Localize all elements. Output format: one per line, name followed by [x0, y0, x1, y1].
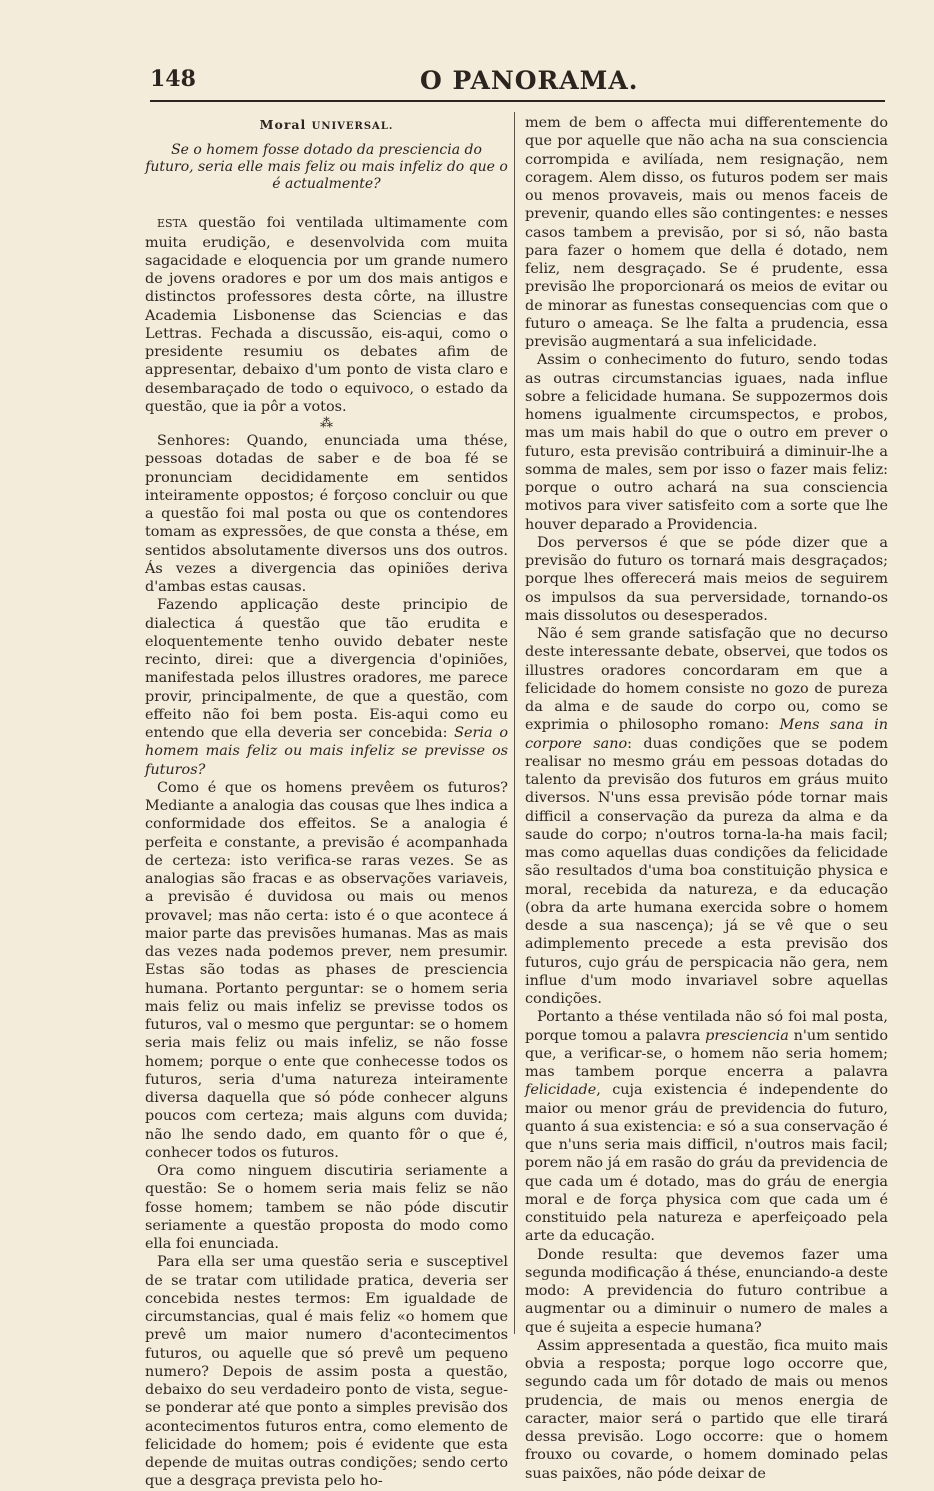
column-divider	[514, 112, 515, 1334]
paragraph-text: : duas condições que se podem realisar no mesmo gráu em pessoas dotadas do talento da previsão dos futuros em gráus muito diversos. N'uns essa previsão póde tornar mais difficil a conservação da pureza da alma e da saude do corpo; n'outros torna-la-ha mais facil; mas como aquellas duas condições da felicidade são resultados d'uma boa constituição physica e moral, recebida da natureza, e da educação (obra da arte humana exercida sobre o homem desde a sua nascença); já se vê que o seu adimplemento precede a esta previsão dos futuros, cujo gráu de perspicacia não gera, nem influe d'um modo invariavel sobre aquellas condições.	[525, 735, 888, 1007]
epigraph: Se o homem fosse dotado da presciencia do futuro, seria elle mais feliz ou mais infeliz do que o é actualmente?	[145, 142, 508, 193]
separator-asterism: ⁂	[320, 416, 333, 431]
paragraph: Assim appresentada a questão, fica muito mais obvia a resposta; porque logo occorre que, segundo cada um fôr dotado de mais ou menos prudencia, de mais ou menos energia de caracter, maior será o partido que elle tirará dessa previsão. Logo occorre: que o homem frouxo ou covarde, o homem dominado pelas suas paixões, não póde deixar de	[525, 1337, 888, 1482]
paragraph: Donde resulta: que devemos fazer uma segunda modificação á thése, enunciando-a deste modo: A previdencia do futuro contribue a augmentar ou a diminuir o numero de males a que é sujeita a especie humana?	[525, 1246, 888, 1336]
publication-title: O PANORAMA.	[420, 66, 639, 95]
latin-quote: Mens sana in corpore sano	[525, 717, 888, 752]
section-heading	[145, 116, 508, 136]
paragraph	[145, 214, 508, 416]
paragraph: Ora como ninguem discutiria seriamente a questão: Se o homem seria mais feliz se não fosse homem; tambem se não póde discutir seriamente a questão proposta do modo como ella foi enunciada.	[145, 1163, 508, 1252]
paragraph: Dos perversos é que se póde dizer que a previsão do futuro os tornará mais desgraçados; porque lhes offerecerá mais meios de seguirem os impulsos da sua perversidade, tornando-os mais dissolutos ou desesperados.	[525, 534, 888, 624]
paragraph-text: n'um sentido que, a verificar-se, o homem não seria homem; mas tambem porque encerra a palavra	[525, 1027, 889, 1080]
paragraph: Assim o conhecimento do futuro, sendo todas as outras circumstancias iguaes, nada influe sobre a felicidade humana. Se suppozermos dois homens igualmente circumspectos, e probos, mas um mais habil do que o outro em prever o futuro, esta previsão contribuirá a diminuir-lhe a somma de males, sem por isso o fazer mais feliz: porque o outro achará na sua consciencia motivos para viver satisfeito com a sorte que lhe houver deparado a Providencia.	[525, 352, 888, 533]
paragraph: Para ella ser uma questão seria e susceptivel de se tratar com utilidade pratica, deveria ser concebida nestes termos: Em igualdade de circumstancias, qual é mais feliz «o homem que prevê um maior numero d'acontecimentos futuros, ou aquelle que só prevê um pequeno numero? Depois de assim posta a questão, debaixo do seu verdadeiro ponto de vista, segue-se ponderar até que ponto a simples previsão dos acontecimentos futuros entra, como elemento de felicidade do homem; pois é evidente que esta depende de muitas outras condições; sendo certo que a desgraça prevista pelo ho-	[145, 1254, 508, 1490]
right-column	[525, 114, 889, 1482]
page-number: 148	[150, 66, 196, 92]
paragraph-text: Não é sem grande satisfação que no decurso deste interessante debate, observei, que todos os illustres oradores concordaram em que a felicidade do homem consiste no gozo de pureza da alma e de saude do corpo ou, como se exprimia o philosopho romano:	[525, 626, 888, 734]
paragraph-text: questão foi ventilada ultimamente com muita erudição, e desenvolvida com muita sagacidade e eloquencia por um grande numero de jovens oradores e por um dos mais antigos e distinctos professores desta côrte, na illustre Academia Lisbonense das Sciencias e das Lettras. Fechada a discussão, eis-aqui, como o presidente resumiu os debates afim de appresentar, debaixo d'um ponto de vista claro e desembaraçado de todo o equivoco, o estado da questão, que ia pôr a votos.	[145, 215, 508, 415]
italic-question: Seria o homem mais feliz ou mais infeliz se previsse os futuros?	[145, 725, 508, 778]
paragraph: Senhores: Quando, enunciada uma thése, pessoas dotadas de saber e de boa fé se pronunciam decididamente em sentidos inteiramente oppostos; é forçoso concluir ou que a questão foi mal posta ou que os contendores tomam as expressões, de que consta a thése, em sentidos absolutamente diversos uns dos outros. Ás vezes a divergencia das opiniões deriva d'ambas estas causas.	[145, 433, 508, 595]
paragraph-text: Portanto a thése ventilada não só foi mal posta, porque tomou a palavra	[525, 1009, 888, 1044]
paragraph	[145, 596, 508, 779]
paragraph	[525, 1008, 888, 1245]
italic-term: felicidade	[525, 1082, 597, 1099]
paragraph-text: Fazendo applicação deste principio de dialectica á questão que tão erudita e eloquentemente tenho ouvido debater neste recinto, direi: que a divergencia d'opiniões, manifestada pelos illustres oradores, me parece provir, principalmente, de que a questão, com effeito não foi bem posta. Eis-aqui como eu entendo que ella deveria ser concebida:	[145, 597, 508, 741]
left-column	[145, 114, 508, 1490]
section-heading-rest: UNIVERSAL.	[311, 121, 394, 132]
paragraph: mem de bem o affecta mui differentemente do que por aquelle que não acha na sua consciencia corrompida e avilíada, nem resignação, nem coragem. Alem disso, os futuros podem ser mais ou menos provaveis, mais ou menos faceis de prevenir, quando elles são contingentes: e nesses casos tambem a previsão, por si só, não basta para fazer o homem que della é dotado, nem feliz, nem desgraçado. Se é prudente, essa previsão lhe proporcionará os meios de evitar ou de minorar as funestas consequencias com que o futuro o ameaça. Se lhe falta a prudencia, essa previsão augmentará a sua infelicidade.	[525, 115, 888, 350]
header-rule	[150, 100, 885, 102]
paragraph: Como é que os homens prevêem os futuros? Mediante a analogia das cousas que lhes indica a conformidade dos effeitos. Se a analogia é perfeita e constante, a previsão é acompanhada de certeza: isto verifica-se raras vezes. Se as analogias são fracas e as observações variaveis, a previsão é duvidosa ou mais ou menos provavel; mas não certa: isto é o que acontece á maior parte das previsões humanas. Mas as mais das vezes nada podemos prever, nem presumir. Estas são todas as phases de presciencia humana. Portanto perguntar: se o homem seria mais feliz ou mais infeliz se previsse todos os futuros, val o mesmo que perguntar: se o homem seria mais feliz ou mais infeliz, se não fosse homem; porque o ente que conhecesse todos os futuros, seria d'uma natureza inteiramente diversa daquella que só póde conhecer alguns poucos com certeza; mais alguns com duvida; não lhe sendo dado, em quanto fôr o que é, conhecer todos os futuros.	[145, 779, 508, 1161]
paragraph-text: , cuja existencia é independente do maior ou menor gráu de previdencia do futuro, quanto á sua existencia: e só a sua conservação é que n'uns seria mais difficil, n'outros mais facil; porem não já em rasão do gráu da previdencia de que cada um é dotado, mas do gráu de energia moral e de força physica com que cada um é constituido pela natureza e aperfeiçoado pela arte da educação.	[525, 1082, 888, 1245]
page-header	[150, 66, 885, 100]
lead-word: ESTA	[157, 217, 188, 231]
italic-term: presciencia	[705, 1027, 789, 1044]
paragraph	[525, 625, 888, 1008]
section-heading-first: Moral	[259, 117, 307, 132]
